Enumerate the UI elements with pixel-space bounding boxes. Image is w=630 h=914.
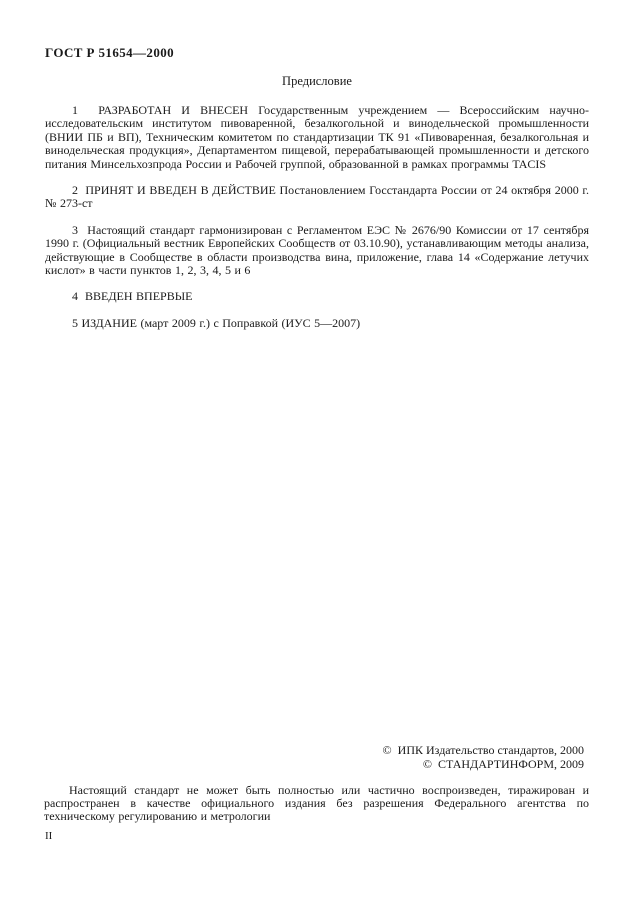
copyright-block [383, 744, 584, 771]
preface-item-2: 2 ПРИНЯТ И ВВЕДЕН В ДЕЙСТВИЕ Постановлением Госстандарта России от 24 октября 2000 г. № 273-ст [45, 183, 589, 211]
preface-item-3: 3 Настоящий стандарт гармонизирован с Регламентом ЕЭС № 2676/90 Комиссии от 17 сентября 1990 г. (Официальный вестник Европейских Сообществ от 03.10.90), устанавливающим методы анализа, действующие в Сообществе в области производства вина, приложение, глава 14 «Содержание летучих кислот» в части пунктов 1, 2, 3, 4, 5 и 6 [45, 222, 589, 278]
page-number: II [45, 830, 53, 842]
copyright-line-2: © СТАНДАРТИНФОРМ, 2009 [422, 756, 584, 771]
restriction-notice: Настоящий стандарт не может быть полностью или частично воспроизведен, тиражирован и распространен в качестве официального издания без разрешения Федерального агентства по техническому регулированию и метрологии [44, 783, 589, 824]
preface-item-5: 5 ИЗДАНИЕ (март 2009 г.) с Поправкой (ИУС 5—2007) [72, 315, 361, 330]
preface-item-1: 1 РАЗРАБОТАН И ВНЕСЕН Государственным учреждением — Всероссийским научно-исследовательским институтом пивоваренной, безалкогольной и винодельческой промышленности (ВНИИ ПБ и ВП), Техническим комитетом по стандартизации ТК 91 «Пивоваренная, безалкогольная и винодельческая продукция», Департаментом пищевой, перерабатывающей промышленности и детского питания Минсельхозпрода России и Рабочей группой, образованной в рамках программы TACIS [45, 103, 589, 171]
preface-body [45, 91, 589, 330]
copyright-line-1: © ИПК Издательство стандартов, 2000 [382, 743, 584, 757]
doc-code: ГОСТ Р 51654—2000 [45, 45, 175, 60]
preface-title: Предисловие [282, 74, 352, 88]
preface-item-4: 4 ВВЕДЕН ВПЕРВЫЕ [72, 289, 193, 304]
